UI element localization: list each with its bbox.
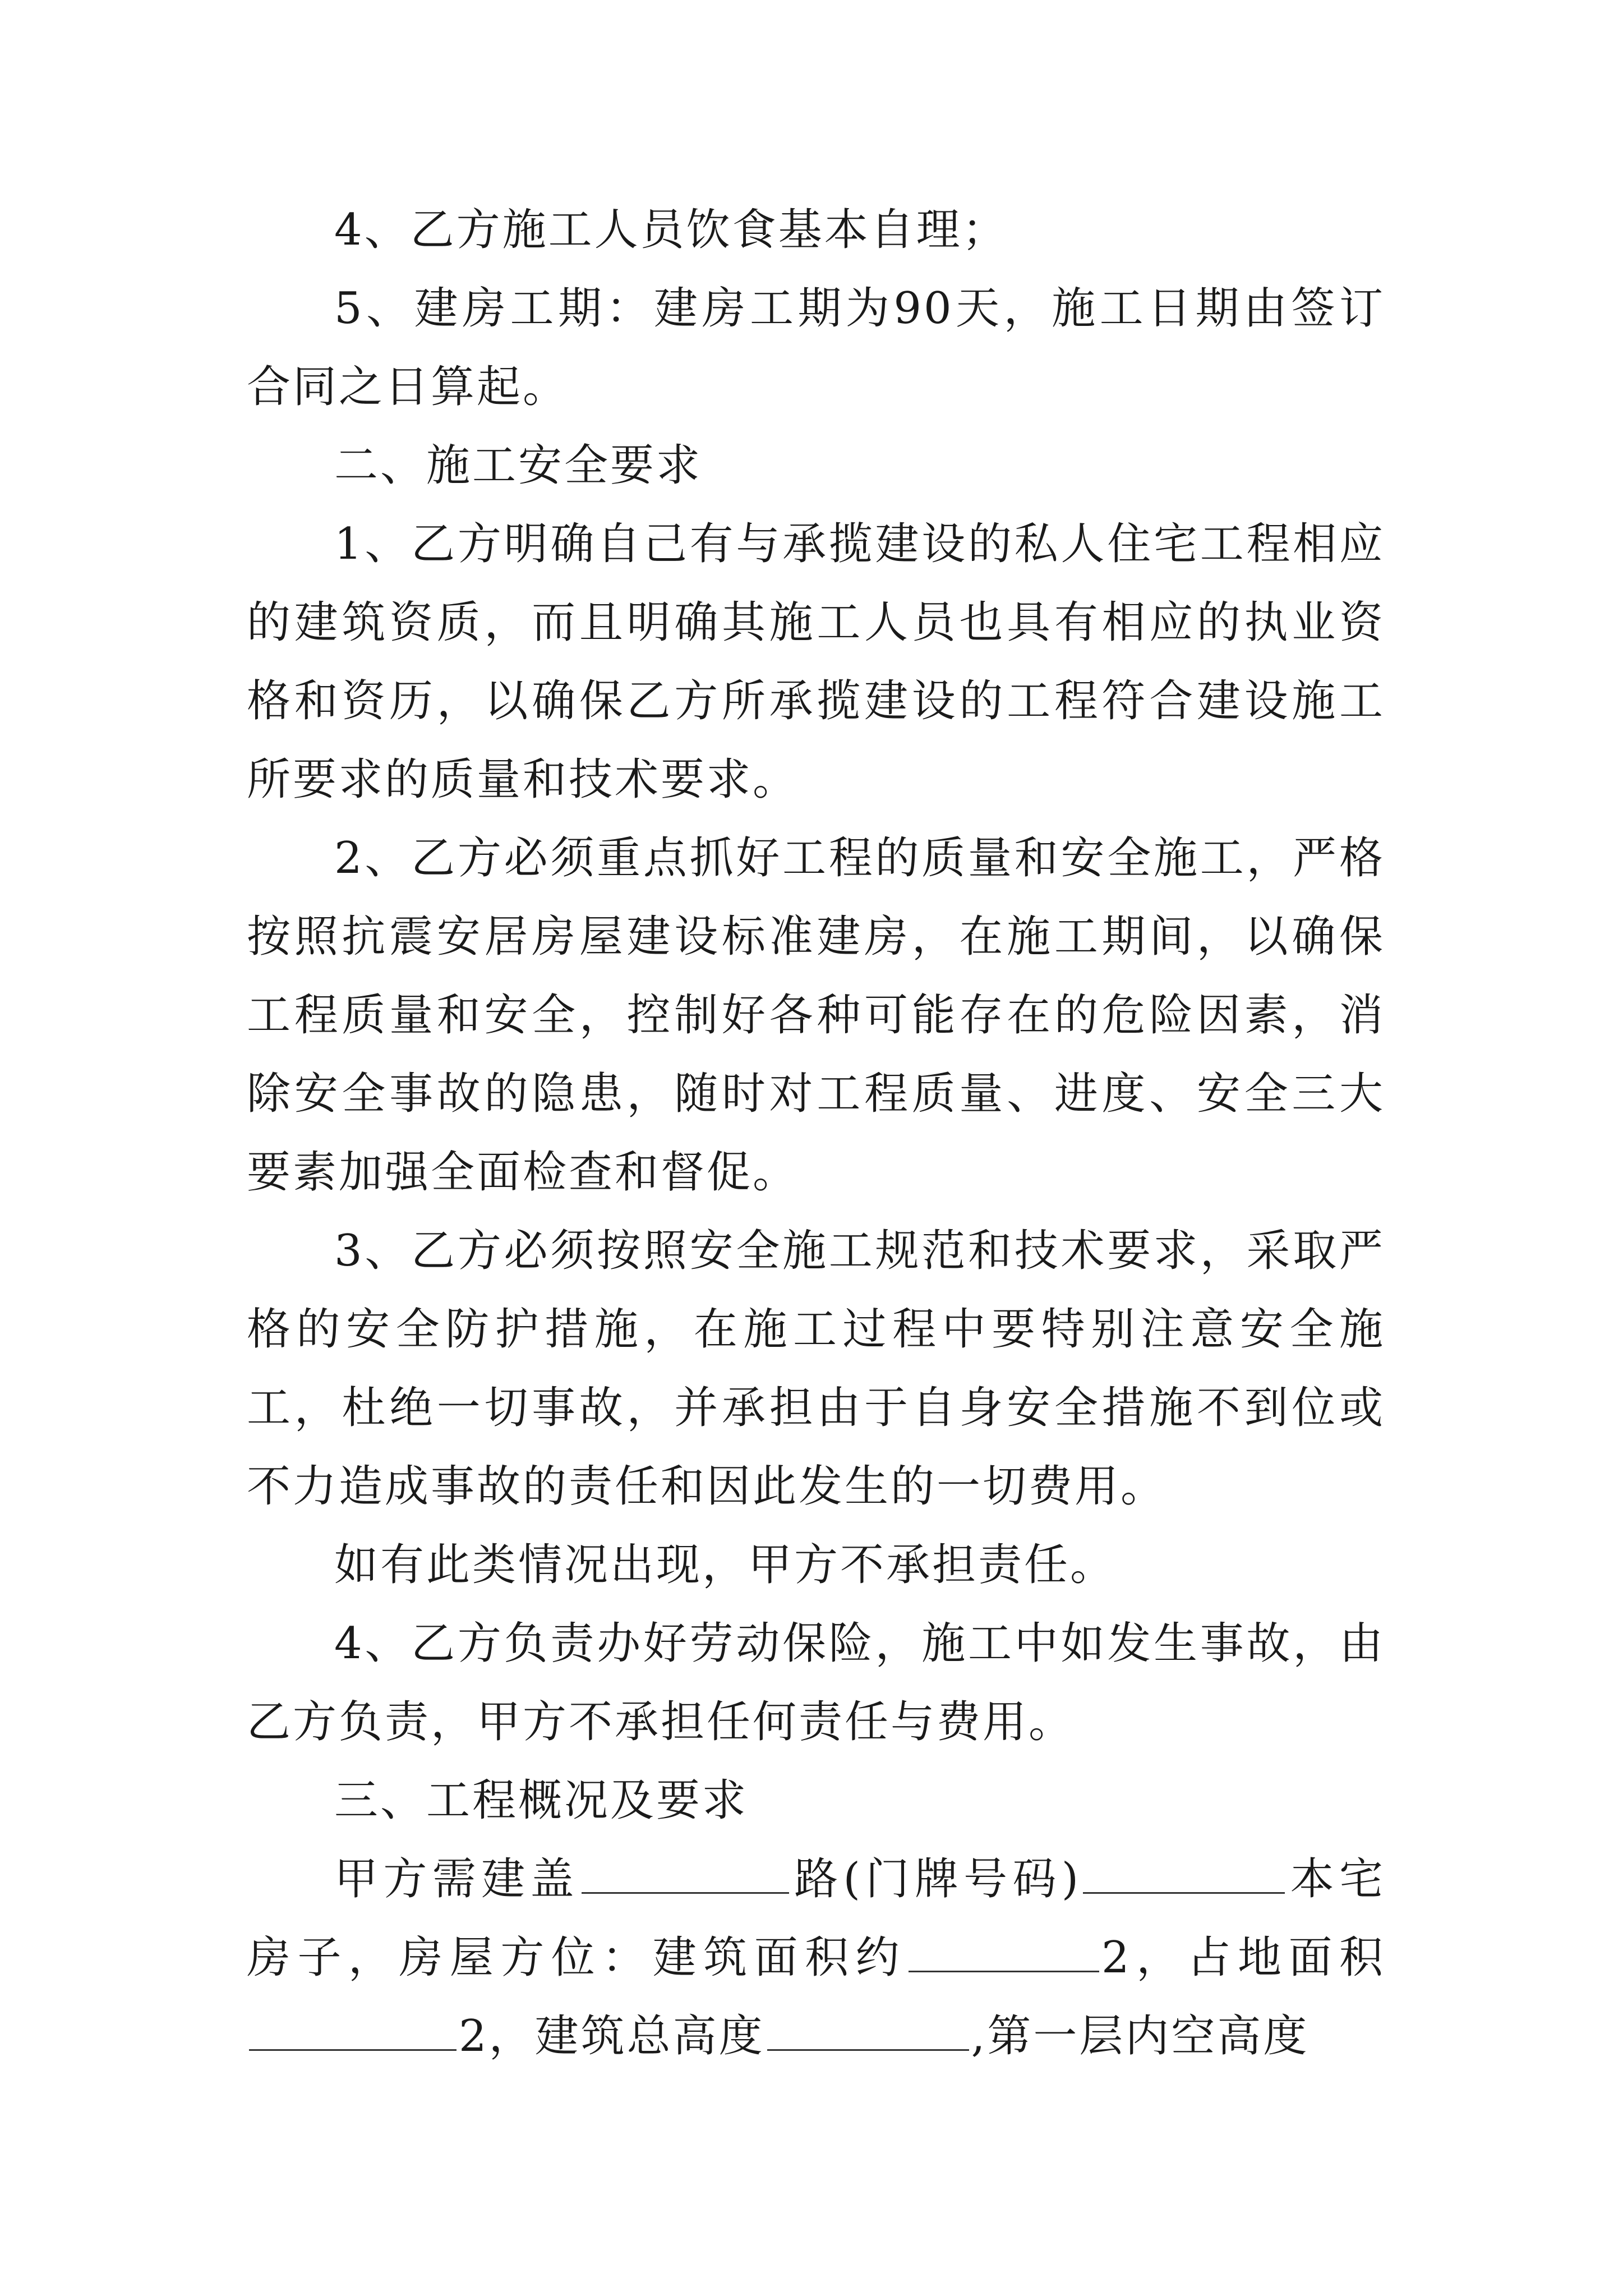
document-body [247, 191, 1385, 2076]
heading-safety: 二、施工安全要求 [334, 440, 703, 491]
paragraph-quality-safety: 2、乙方必须重点抓好工程的质量和安全施工，严格按照抗震安居房屋建设标准建房，在施工期间，以确保工程质量和安全，控制好各种可能存在的危险因素，消除安全事故的隐患，随时对工程质量、进度、安全三大要素加强全面检查和督促。 [247, 833, 1385, 1198]
blank-land-area [249, 2010, 457, 2051]
paragraph-meals: 4、乙方施工人员饮食基本自理； [334, 205, 1008, 255]
text-height: 2，建筑总高度 [459, 2011, 765, 2062]
blank-total-height [767, 2010, 969, 2051]
blank-building-area [909, 1931, 1099, 1972]
blank-street [582, 1853, 789, 1894]
heading-overview: 三、工程概况及要求 [334, 1775, 749, 1826]
paragraph-insurance: 4、乙方负责办好劳动保险，施工中如发生事故，由乙方负责，甲方不承担任何责任与费用。 [247, 1618, 1385, 1747]
text-land: 2，占地面积 [1101, 1932, 1385, 1983]
paragraph-schedule: 5、建房工期：建房工期为90天，施工日期由签订合同之日算起。 [247, 283, 1385, 412]
text-road: 路(门牌号码) [791, 1854, 1081, 1904]
text-area: 本宅房子，房屋方位：建筑面积约 [247, 1854, 1385, 1983]
paragraph-qualification: 1、乙方明确自己有与承揽建设的私人住宅工程相应的建筑资质，而且明确其施工人员也具有相应的执业资格和资历，以确保乙方所承揽建设的工程符合建设施工所要求的质量和技术要求。 [247, 519, 1385, 805]
text-build: 甲方需建盖 [334, 1854, 579, 1904]
paragraph-protection: 3、乙方必须按照安全施工规范和技术要求，采取严格的安全防护措施，在施工过程中要特别注意安全施工，杜绝一切事故，并承担由于自身安全措施不到位或不力造成事故的责任和因此发生的一切费用。 [247, 1226, 1385, 1512]
blank-door-number [1083, 1853, 1285, 1894]
paragraph-project-details [247, 1840, 1385, 2076]
text-floor-height: ,第一层内空高度 [971, 2011, 1310, 2062]
paragraph-no-liability: 如有此类情况出现，甲方不承担责任。 [334, 1540, 1117, 1590]
